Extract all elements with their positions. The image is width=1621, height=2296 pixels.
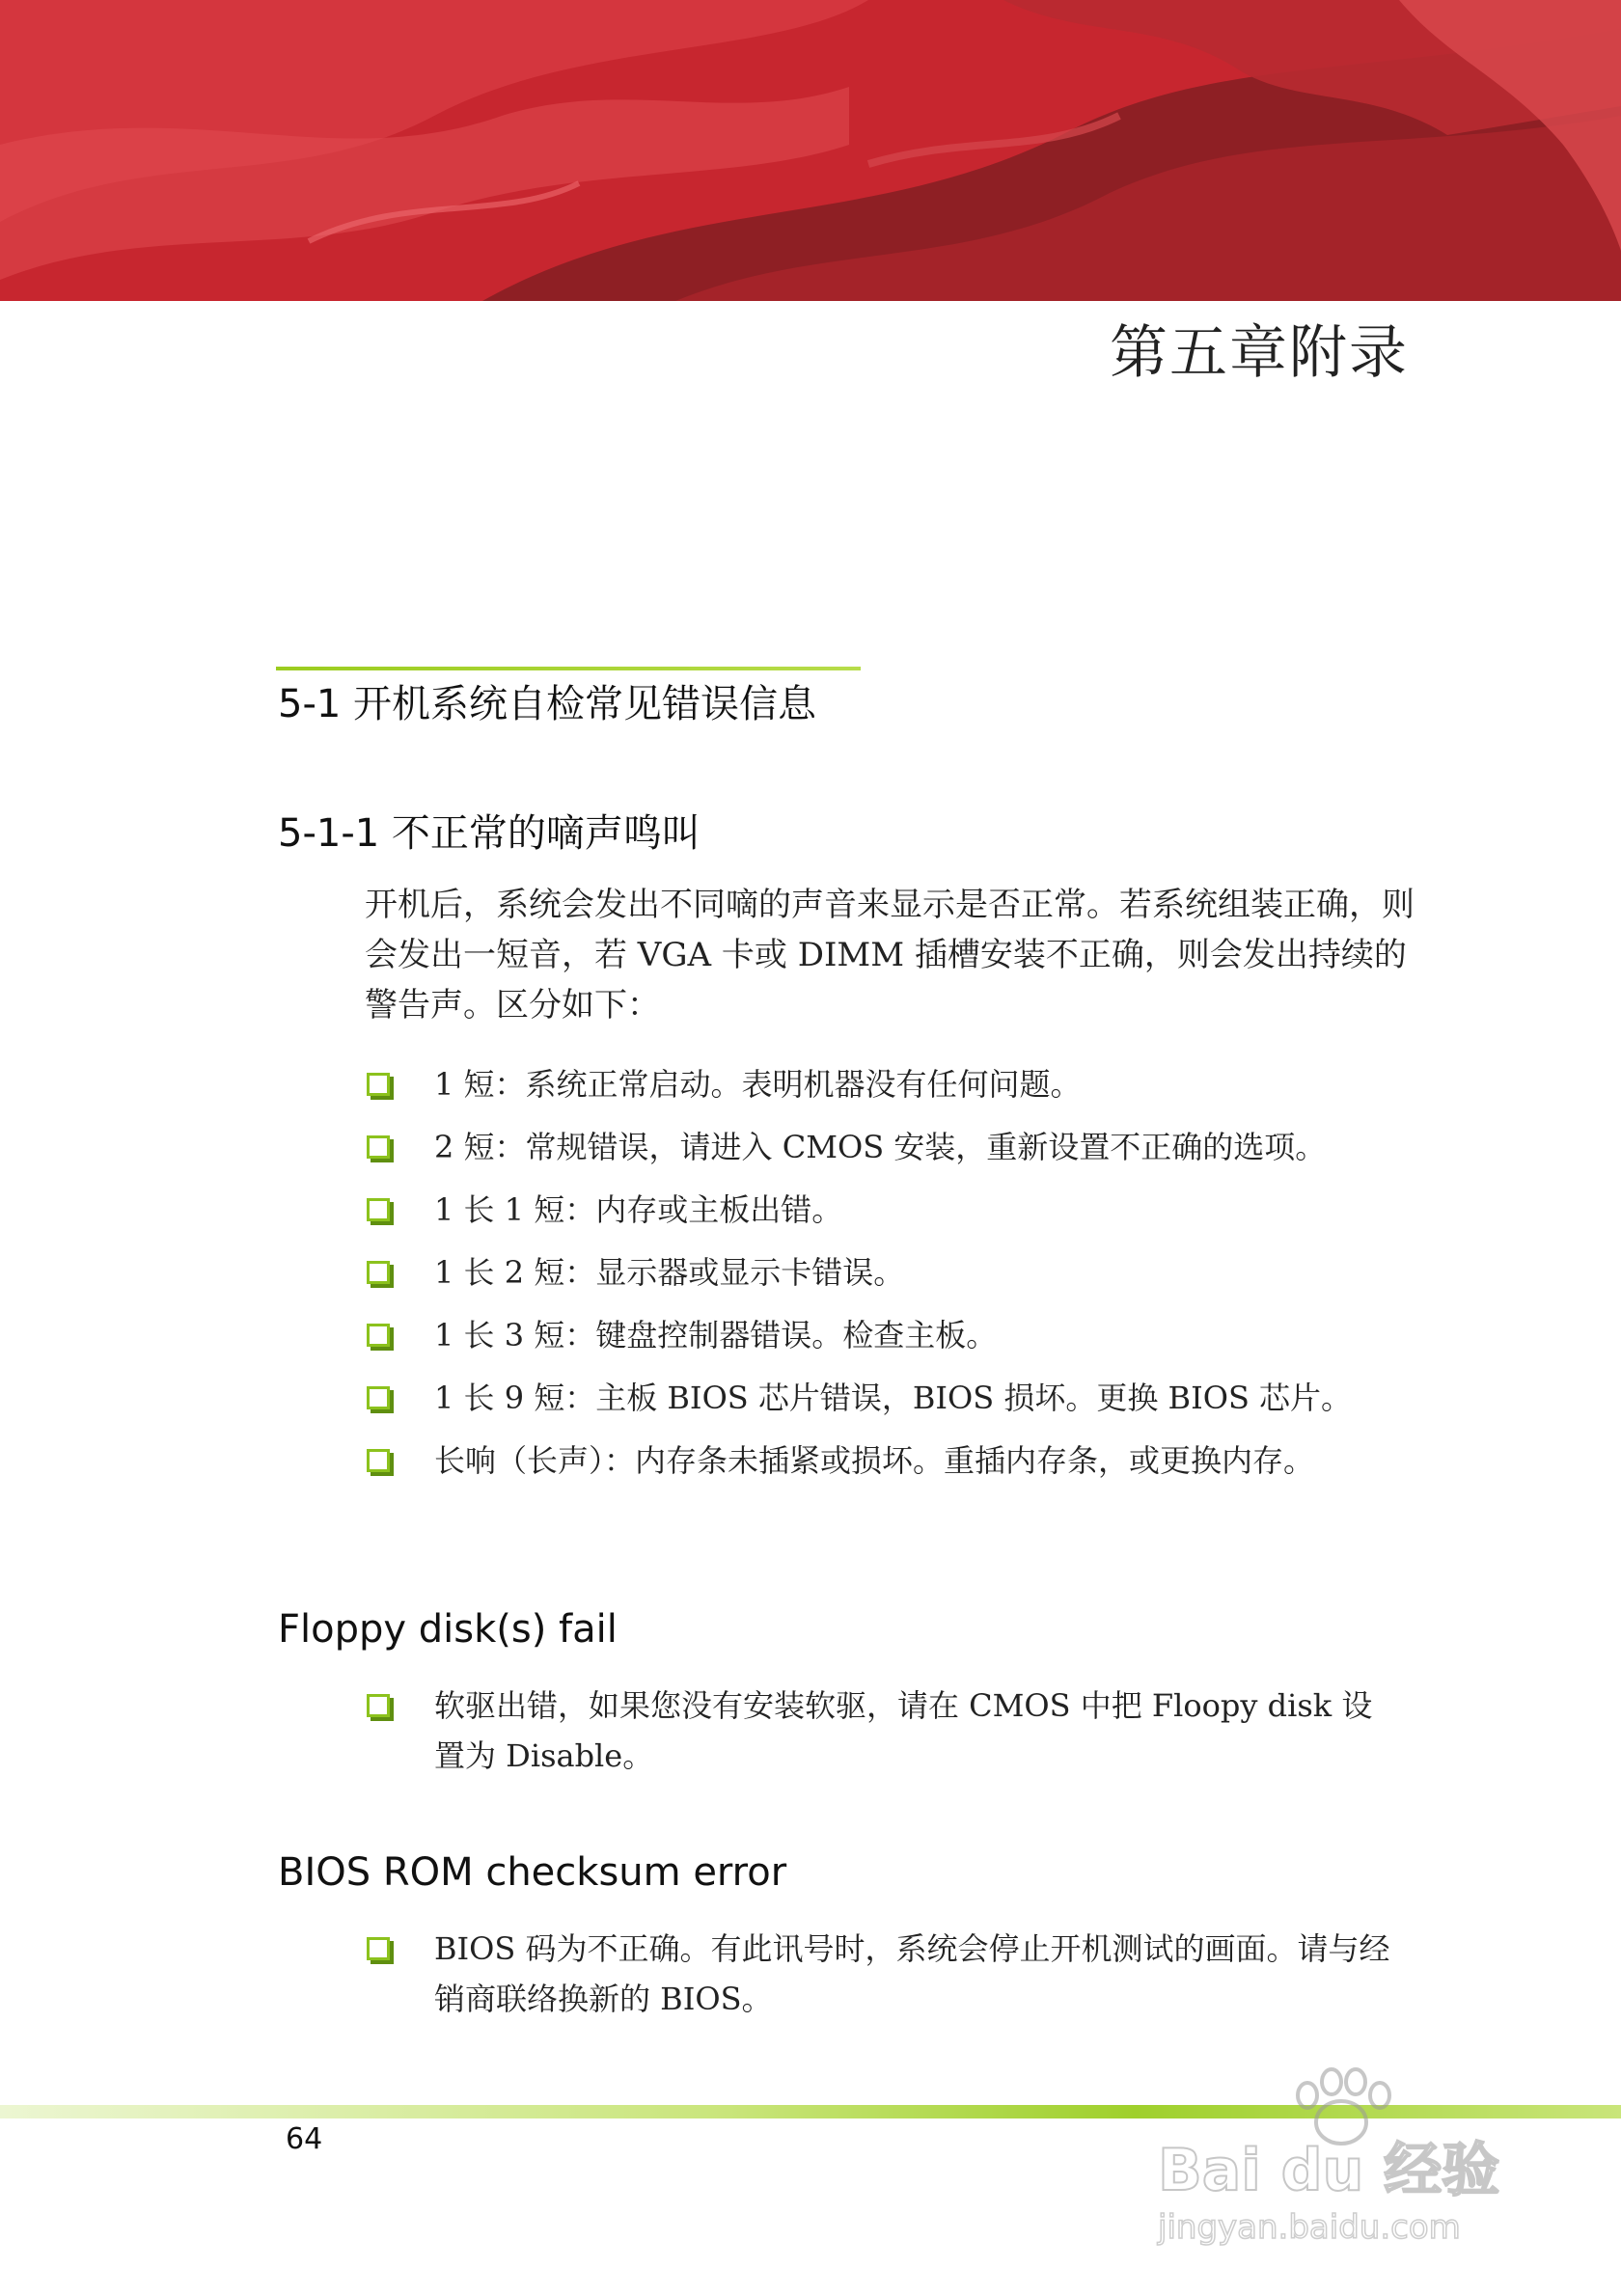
list-item: 1 长 9 短：主板 BIOS 芯片错误，BIOS 损坏。更换 BIOS 芯片。: [365, 1373, 1426, 1423]
section-heading: 5-1 开机系统自检常见错误信息: [278, 682, 817, 726]
subsection-heading: 5-1-1 不正常的嘀声鸣叫: [278, 811, 701, 856]
section-divider: [276, 667, 861, 670]
baidu-watermark-logo: [1148, 2055, 1534, 2248]
checkbox-bullet-icon: [367, 1261, 390, 1284]
watermark-url: jingyan.baidu.com: [1158, 2208, 1461, 2247]
header-banner: [0, 0, 1621, 301]
list-item: 长响（长声）：内存条未插紧或损坏。重插内存条，或更换内存。: [365, 1435, 1380, 1486]
checkbox-bullet-icon: [367, 1324, 390, 1347]
floppy-error-list: [365, 1681, 1426, 1781]
list-item: 软驱出错，如果您没有安装软驱，请在 CMOS 中把 Floopy disk 设置为 Disable。: [365, 1681, 1399, 1781]
checkbox-bullet-icon: [367, 1694, 390, 1717]
checkbox-bullet-icon: [367, 1937, 390, 1960]
error-heading-bios-checksum: BIOS ROM checksum error: [278, 1850, 787, 1895]
checkbox-bullet-icon: [367, 1198, 390, 1221]
banner-artwork: [0, 0, 1621, 301]
list-item: BIOS 码为不正确。有此讯号时，系统会停止开机测试的画面。请与经销商联络换新的 BIOS。: [365, 1924, 1399, 2024]
checkbox-bullet-icon: [367, 1073, 390, 1096]
list-item: 1 短：系统正常启动。表明机器没有任何问题。: [365, 1059, 1426, 1109]
list-item: 1 长 1 短：内存或主板出错。: [365, 1185, 1426, 1235]
list-item: 1 长 2 短：显示器或显示卡错误。: [365, 1247, 1426, 1298]
list-item: 1 长 3 短：键盘控制器错误。检查主板。: [365, 1310, 1426, 1360]
error-heading-floppy: Floppy disk(s) fail: [278, 1607, 618, 1652]
list-item: 2 短：常规错误，请进入 CMOS 安装，重新设置不正确的选项。: [365, 1122, 1426, 1172]
checkbox-bullet-icon: [367, 1449, 390, 1472]
checkbox-bullet-icon: [367, 1386, 390, 1409]
intro-paragraph: 开机后，系统会发出不同嘀的声音来显示是否正常。若系统组装正确，则会发出一短音，若 VGA 卡或 DIMM 插槽安装不正确，则会发出持续的警告声。区分如下：: [365, 886, 1415, 1025]
checkbox-bullet-icon: [367, 1135, 390, 1159]
beep-code-list: [365, 1059, 1426, 1486]
watermark-brand: Bai du 经验: [1158, 2137, 1500, 2204]
bios-error-list: [365, 1924, 1426, 2024]
page-number: 64: [286, 2122, 323, 2156]
chapter-title: 第五章附录: [1110, 319, 1409, 387]
